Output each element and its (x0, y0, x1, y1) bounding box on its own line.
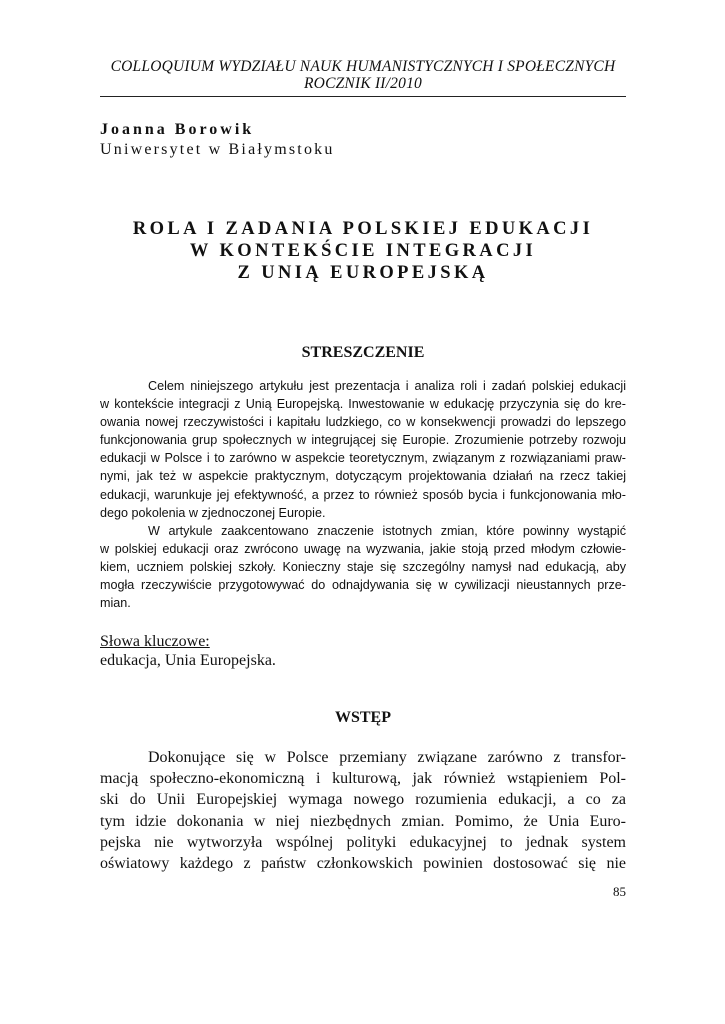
body-line: Dokonujące się w Polsce przemiany związane zarówno z transfor- (148, 749, 626, 766)
keywords-text: edukacja, Unia Europejska. (100, 652, 276, 669)
header-rule (100, 96, 626, 97)
author-affiliation: Uniwersytet w Białymstoku (100, 141, 335, 158)
author-name: Joanna Borowik (100, 121, 255, 138)
abstract-line: w polskiej edukacji oraz zwrócono uwagę na wyzwania, jakie stoją przed młodym człowie- (100, 541, 626, 556)
body-line: tym idzie dokonania w niej niezbędnych zmian. Pomimo, że Unia Euro- (100, 812, 626, 830)
body-line: ski do Unii Europejskiej wymaga nowego rozumienia edukacji, a co za (100, 791, 626, 809)
introduction-heading: WSTĘP (334, 709, 391, 726)
abstract-line: kiem, uczniem polskiej szkoły. Konieczny staje się szczególny namysł nad edukacją, aby (100, 559, 626, 574)
abstract-line: Celem niniejszego artykułu jest prezentacja i analiza roli i zadań polskiej edukacji (148, 379, 626, 393)
journal-name: COLLOQUIUM WYDZIAŁU NAUK HUMANISTYCZNYCH I SPOŁECZNYCH (110, 58, 616, 75)
body-line: pejska nie wytworzyła wspólnej polityki edukacyjnej to jednak system (100, 833, 626, 851)
journal-header (100, 58, 626, 92)
introduction-body (100, 747, 626, 874)
abstract-line: W artykule zaakcentowano znaczenie istotnych zmian, które powinny wystąpić (148, 523, 626, 538)
title-line: ROLA I ZADANIA POLSKIEJ EDUKACJI (132, 219, 594, 239)
abstract-line: mogła rzeczywiście przygotowywać do odnajdywania się w cywilizacji nieustannych prze- (100, 578, 626, 593)
abstract-line: edukacji, warunkuje jej efektywność, a przez to również sposób bycia i funkcjonowania mło- (100, 487, 626, 502)
abstract-heading: STRESZCZENIE (301, 344, 425, 361)
page-number: 85 (613, 884, 626, 899)
abstract-line: dego pokolenia w zjednoczonej Europie. (100, 505, 326, 520)
body-line: macją społeczno-ekonomiczną i kulturową, jak również wstąpieniem Pol- (100, 770, 626, 788)
abstract-line: funkcjonowania grup społecznych w integrującej się Europie. Zrozumienie potrzeby rozwoju (100, 433, 626, 448)
abstract-line: owania nowej rzeczywistości i kapitału ludzkiego, co w konsekwencji prowadzi do lepszego (100, 415, 626, 430)
abstract-line: w kontekście integracji z Unią Europejską. Inwestowanie w edukację przyczynia się do kre- (100, 397, 626, 412)
abstract-line: mian. (100, 596, 131, 611)
title-line: W KONTEKŚCIE INTEGRACJI (189, 241, 537, 261)
article-title (100, 218, 626, 284)
title-line: Z UNIĄ EUROPEJSKĄ (237, 263, 489, 283)
body-line: oświatowy każdego z państw członkowskich powinien dostosować się nie (100, 854, 626, 872)
keywords-label: Słowa kluczowe: (100, 633, 210, 650)
abstract-body (100, 377, 626, 612)
abstract-line: edukacji w Polsce i to zarówno w aspekcie teoretycznym, związanym z rozwiązaniami praw- (100, 451, 626, 466)
abstract-line: nymi, jak też w aspekcie praktycznym, dotyczącym projektowania działań na rzecz takiej (100, 469, 626, 484)
journal-volume: ROCZNIK II/2010 (304, 75, 422, 92)
